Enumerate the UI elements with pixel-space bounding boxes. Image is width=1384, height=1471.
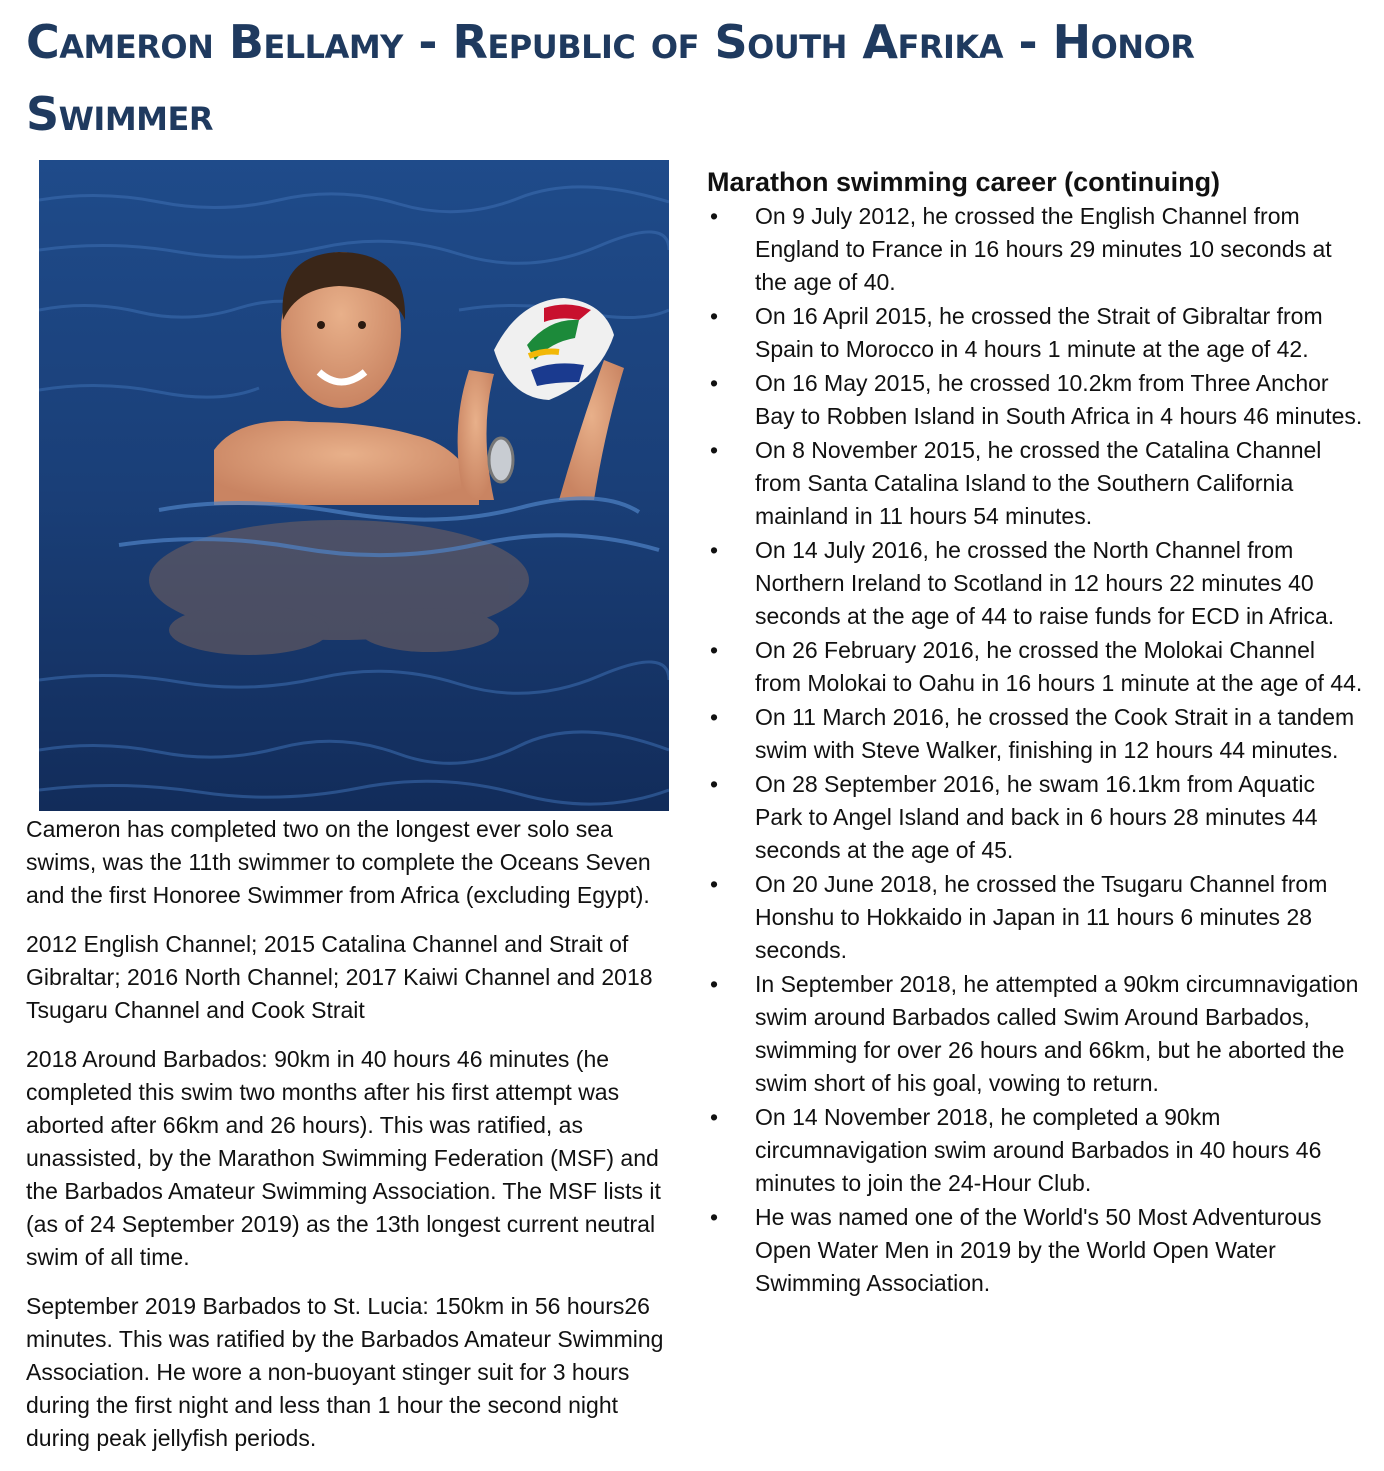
career-item [707,434,1367,533]
career-item-text: On 8 November 2015, he crossed the Catalina Channel from Santa Catalina Island to the Southern California mainland in 11 hours 54 minutes. [755,437,1322,529]
goggles [489,438,513,482]
career-item [707,1101,1367,1200]
career-item [707,701,1367,767]
bullet-icon: • [709,1204,719,1230]
career-item-text: On 26 February 2016, he crossed the Molokai Channel from Molokai to Oahu in 16 hours 1 minute at the age of 44. [755,637,1363,696]
bullet-icon: • [709,437,719,463]
career-item-text: On 28 September 2016, he swam 16.1km from Aquatic Park to Angel Island and back in 6 hours 28 minutes 44 seconds at the age of 45. [755,771,1318,863]
career-item [707,534,1367,633]
summary-paragraph-3: 2018 Around Barbados: 90km in 40 hours 46 minutes (he completed this swim two months after his first attempt was aborted after 66km and 26 hours). This was ratified, as unassisted, by the Marathon Swimming Federation (MSF) and the Barbados Amateur Swimming Association. The MSF lists it (as of 24 September 2019) as the 13th longest current neutral swim of all time. [26,1046,661,1270]
career-item-text: He was named one of the World's 50 Most Adventurous Open Water Men in 2019 by the World Open Water Swimming Association. [755,1204,1322,1296]
bullet-icon: • [709,771,719,797]
career-item-text: On 16 May 2015, he crossed 10.2km from Three Anchor Bay to Robben Island in South Africa in 4 hours 46 minutes. [755,370,1363,429]
career-item-text: On 14 July 2016, he crossed the North Channel from Northern Ireland to Scotland in 12 hours 22 minutes 40 seconds at the age of 44 to raise funds for ECD in Africa. [755,537,1335,629]
bullet-icon: • [709,704,719,730]
bullet-icon: • [709,203,719,229]
bullet-icon: • [709,370,719,396]
summary-paragraph-4: September 2019 Barbados to St. Lucia: 150km in 56 hours26 minutes. This was ratified by the Barbados Amateur Swimming Association. He wore a non-buoyant stinger suit for 3 hours during the first night and less than 1 hour the second night during peak jellyfish periods. [26,1293,664,1451]
career-list [707,200,1367,1300]
summary-paragraph-1: Cameron has completed two on the longest ever solo sea swims, was the 11th swimmer to complete the Oceans Seven and the first Honoree Swimmer from Africa (excluding Egypt). [26,816,651,908]
bullet-icon: • [709,303,719,329]
bullet-icon: • [709,1104,719,1130]
career-item [707,768,1367,867]
summary-text [26,813,676,1471]
career-item [707,200,1367,299]
swimmer-photo [39,160,669,811]
career-item [707,868,1367,967]
career-item-text: On 14 November 2018, he completed a 90km circumnavigation swim around Barbados in 40 hours 46 minutes to join the 24-Hour Club. [755,1104,1322,1196]
career-item [707,634,1367,700]
career-item-text: On 20 June 2018, he crossed the Tsugaru Channel from Honshu to Hokkaido in Japan in 11 hours 6 minutes 28 seconds. [755,871,1328,963]
career-item-text: On 9 July 2012, he crossed the English Channel from England to France in 16 hours 29 minutes 10 seconds at the age of 40. [755,203,1332,295]
career-item [707,300,1367,366]
career-item-text: On 16 April 2015, he crossed the Strait of Gibraltar from Spain to Morocco in 4 hours 1 minute at the age of 42. [755,303,1323,362]
bullet-icon: • [709,971,719,997]
career-item-text: In September 2018, he attempted a 90km circumnavigation swim around Barbados called Swim Around Barbados, swimming for over 26 hours and 66km, but he aborted the swim short of his goal, vowing to return. [755,971,1359,1096]
career-heading: Marathon swimming career (continuing) [707,167,1221,197]
career-item [707,968,1367,1100]
career-item-text: On 11 March 2016, he crossed the Cook Strait in a tandem swim with Steve Walker, finishing in 12 hours 44 minutes. [755,704,1355,763]
career-item [707,367,1367,433]
summary-paragraph-2: 2012 English Channel; 2015 Catalina Channel and Strait of Gibraltar; 2016 North Channel; 2017 Kaiwi Channel and 2018 Tsugaru Channel and Cook Strait [26,931,653,1023]
career-item [707,1201,1367,1300]
page-title: Cameron Bellamy - Republic of South Afrika - Honor Swimmer [26,15,1195,141]
bullet-icon: • [709,637,719,663]
bullet-icon: • [709,537,719,563]
bullet-icon: • [709,871,719,897]
career-section [707,164,1367,1301]
